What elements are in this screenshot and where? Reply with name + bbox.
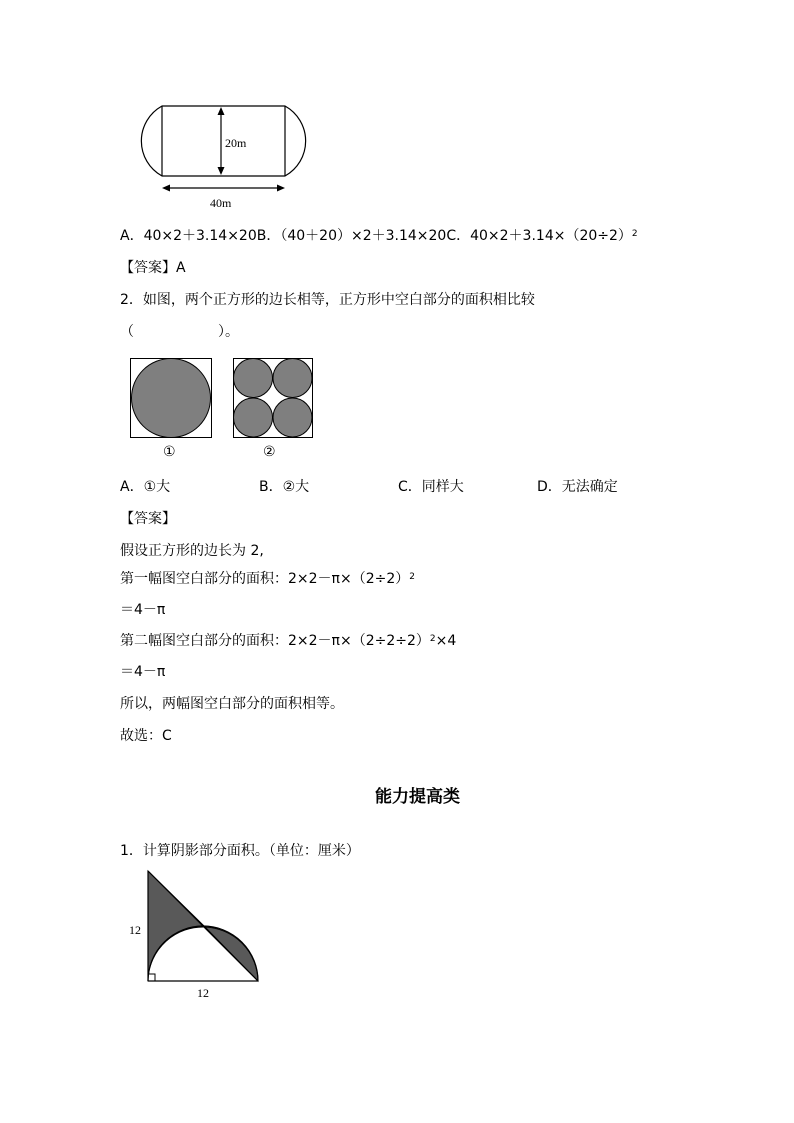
height-arrow-head-top <box>218 107 225 115</box>
small-circle-tl <box>234 359 273 398</box>
q2-option-b: B．②大 <box>259 479 310 495</box>
height-arrow-head-bottom <box>218 167 225 175</box>
q2-solution-5: ＝4－π <box>120 664 166 680</box>
q2-blank: （ ）。 <box>120 324 239 340</box>
big-circle <box>132 359 211 438</box>
fig1-label: ① <box>163 444 176 460</box>
section-title: 能力提高类 <box>375 787 460 807</box>
q2-solution-2: 第一幅图空白部分的面积：$2\times 2-\pi\times(2\div 2)^2$ <box>120 571 415 587</box>
q2-answer-header: 【答案】 <box>120 511 176 527</box>
height-label: 20m <box>225 136 247 150</box>
q2-solution-7: 故选：C <box>120 728 172 744</box>
small-circle-bl <box>234 398 273 437</box>
side-label: 12 <box>129 923 141 937</box>
track-answer: 【答案】A <box>120 260 186 276</box>
q3-figure <box>127 870 267 1005</box>
q2-option-d: D．无法确定 <box>537 479 618 495</box>
q2-option-a: A．①大 <box>120 479 171 495</box>
track-options: A．40×2＋3.14×20B．（40＋20）×2＋3.14×20C．$40\times 2+3.14\times(20\div 2)^2$ <box>120 228 638 244</box>
q2-question: 2．如图，两个正方形的边长相等，正方形中空白部分的面积相比较 <box>120 292 535 308</box>
width-label: 40m <box>210 196 232 210</box>
small-circle-tr <box>273 359 312 398</box>
q2-option-c: C．同样大 <box>398 479 464 495</box>
track-figure <box>120 104 332 210</box>
q2-solution-1: 假设正方形的边长为 2, <box>120 543 264 559</box>
width-arrow-head-right <box>277 185 285 192</box>
track-outline <box>141 106 305 176</box>
shade-top-triangle <box>148 871 205 979</box>
fig2-label: ② <box>263 444 276 460</box>
q2-solution-6: 所以，两幅图空白部分的面积相等。 <box>120 696 344 712</box>
base-label: 12 <box>197 986 209 1000</box>
q2-solution-3: ＝4－π <box>120 602 166 618</box>
small-circle-br <box>273 398 312 437</box>
q2-figures <box>130 358 315 460</box>
q3-question: 1．计算阴影部分面积。（单位：厘米） <box>120 843 360 859</box>
right-angle-mark <box>148 974 155 981</box>
q2-solution-4: 第二幅图空白部分的面积：$2\times 2-\pi\times(2\div 2\div 2)^2\times 4$ <box>120 633 457 649</box>
width-arrow-head-left <box>162 185 170 192</box>
